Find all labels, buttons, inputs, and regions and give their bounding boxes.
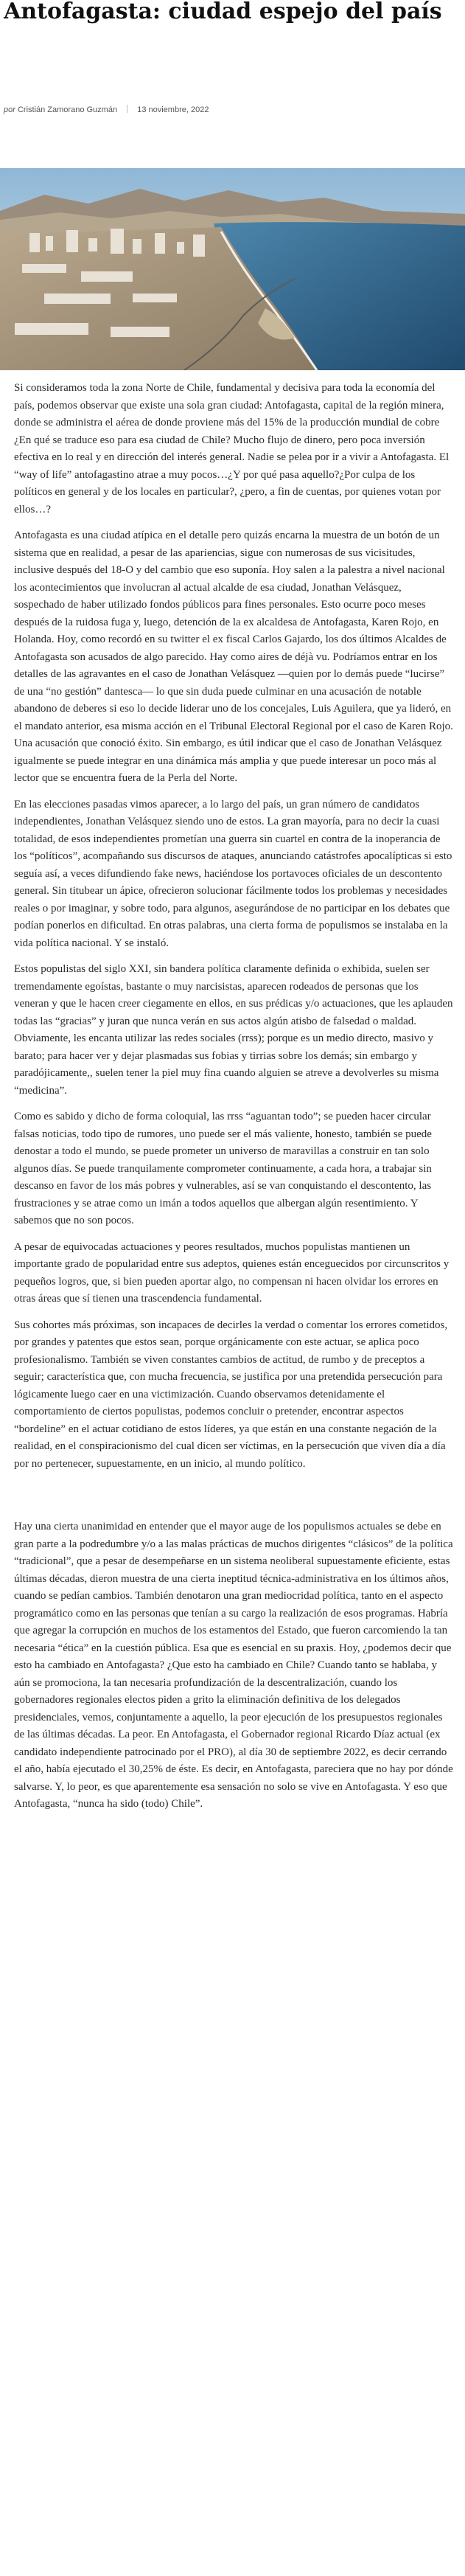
article-paragraph: En las elecciones pasadas vimos aparecer, a lo largo del país, un gran número de candidatos independientes, Jonathan Velásquez siendo uno de estos. La gran mayoría, para no decir la cuasi totalidad, de esos independientes prometían una guerra sin cuartel en contra de la inoperancia de los “políticos”, acompañando sus discursos de ataques, anunciando catástrofes apocalípticas si esto seguía así, a veces difundiendo fake news, haciéndose los portavoces oficiales de un descontento general. Sin titubear un ápice, ofrecieron solucionar fácilmente todos los problemas y necesidades reales o por imaginar, y sobre todo, para algunos, asegurándose de no participar en los debates que podían ponerlos en dificultad. En otras palabras, una cierta forma de populismos se instalaba en la vida política nacional. Y se instaló.	[14, 798, 452, 949]
hero-image	[0, 168, 465, 370]
article-paragraph: Antofagasta es una ciudad atípica en el detalle pero quizás encarna la muestra de un botón de un sistema que en realidad, a pesar de las apariencias, sigue con numerosas de sus vicisitudes, inclusive después del 18-O y del cambio que eso suponía. Hoy salen a la palestra a nivel nacional los acontecimientos que involucran al actual alcalde de esa ciudad, Jonathan Velásquez, sospechado de haber utilizado fondos públicos para fines personales. Esto ocurre poco meses después de la ruidosa fuga y, luego, detención de la ex alcaldesa de Antofagasta, Karen Rojo, en Holanda. Hoy, como recordó en su twitter el ex fiscal Carlos Gajardo, los dos últimos Alcaldes de Antofagasta son acusados de algo parecido. Hay como aires de déjà vu. Podríamos entrar en los detalles de las agravantes en el caso de Jonathan Velásquez —quien por lo demás puede “lucirse” de una “no gestión” dantesca— lo que sin duda puede culminar en una acusación de notable abandono de deberes si eso lo decide liderar uno de los concejales, Luis Aguilera, que ya lideró, en el mandato anterior, esa misma acción en el Tribunal Electoral Regional por el caso de Karen Rojo. Una acusación que conoció éxito. Sin embargo, es útil indicar que el caso de Jonathan Velásquez igualmente se puede integrar en una dinámica más amplia y que puede interesar un poco más al lector que se encuentra fuera de la Perla del Norte.	[14, 530, 453, 784]
article-title: Antofagasta: ciudad espejo del país	[4, 0, 442, 24]
author-name[interactable]: Cristián Zamorano Guzmán	[17, 105, 118, 114]
article-paragraph: Estos populistas del siglo XXI, sin bandera política claramente definida o exhibida, suelen ser tremendamente egoístas, bastante o muy narcisistas, aparecen rodeados de personas que los veneran y que le hacen creer ciegamente en ellos, en sus prédicas y/o actuaciones, que les aplauden todas las “gracias” y juran que nunca verán en sus actos algún atisbo de falsedad o maldad. Obviamente, les encanta utilizar las redes sociales (rrss); porque es un medio directo, masivo y barato; para hacer ver y dejar plasmadas sus fobias y tirrias sobre los demás; sin embargo y paradójicamente,, suelen tener la piel muy fina cuando alguien se atreve a devolverles su misma “medicina”.	[14, 963, 453, 1097]
byline-prefix: por	[4, 105, 15, 114]
article-paragraph: Hay una cierta unanimidad en entender que el mayor auge de los populismos actuales se debe en gran parte a la podredumbre y/o a las malas prácticas de muchos dirigentes “clásicos” de la política “tradicional”, que a pesar de desempeñarse en un sistema neoliberal supuestamente eficiente, estas últimas décadas, dieron muestra de una cierta ineptitud técnica-administrativa en los últimos años, cuando se pedían cambios. También denotaron una gran mediocridad política, tanto en el aspecto programático como en las personas que tenían a su cargo la realización de esos programas. Habría que agregar la corrupción en muchos de los estamentos del Estado, que fueron carcomiendo la tan necesaria “ética” en la cuestión pública. Esa que es esencial en su praxis. Hoy, ¿podemos decir que esto ha cambiado en Antofagasta? ¿Que esto ha cambiado en Chile? Cuando tanto se hablaba, y aún se promociona, la tan necesaria profundización de la descentralización, cuando los gobernadores regionales electos piden a grito la eliminación definitiva de los delegados presidenciales, vemos, conjuntamente a aquello, la peor ejecución de los presupuestos regionales de las últimas décadas. La peor. En Antofagasta, el Gobernador regional Ricardo Díaz actual (ex candidato independiente patrocinado por el PRO), al día 30 de septiembre 2022, es decir cerrando el año, había ejecutado el 30,25% de éste. Es decir, en Antofagasta, pareciera que no hay por dónde salvarse. Y, lo peor, es que aparentemente esa sensación no solo se vive en Antofagasta. Y eso que Antofagasta, “nunca ha sido (todo) Chile”.	[14, 1521, 453, 1810]
article-meta	[4, 105, 209, 114]
article-paragraph: Si consideramos toda la zona Norte de Chile, fundamental y decisiva para toda la economía del país, podemos observar que existe una sola gran ciudad: Antofagasta, capital de la región minera, donde se administra el aérea de donde proviene más del 15% de la producción mundial de cobre ¿En qué se traduce eso para esa ciudad de Chile? Mucho flujo de dinero, pero poca inversión efectiva en lo real y en dirección del interés general. Nadie se pelea por ir a vivir a Antofagasta. El “way of life” antofagastino atrae a muy pocos…¿Y por qué pasa aquello?¿Por culpa de los políticos en general y de los locales en particular?, ¿pero, a fin de cuentas, por quienes votan por ellos…?	[14, 382, 450, 515]
publish-date: 13 noviembre, 2022	[137, 105, 209, 114]
article-paragraph: Sus cohortes más próximas, son incapaces de decirles la verdad o comentar los errores cometidos, por grandes y patentes que estos sean, porque orgánicamente con este actuar, se aplica poco profesionalismo. También se viven constantes cambios de actitud, de rumbo y de preceptos a seguir; característica que, con mucha frecuencia, se justifica por una pretendida persecución para lógicamente luego caer en una victimización. Cuando observamos detenidamente el comportamiento de ciertos populistas, podemos concluir o pretender, encontrar aspectos “bordeline” en el actuar cotidiano de estos líderes, ya que están en una constante negación de la realidad, en el conspiracionismo del cual dicen ser víctimas, en la persecución que viven día a día por no pertenecer, supuestamente, en un inicio, al mundo político.	[14, 1319, 448, 1470]
article-body	[14, 380, 455, 1822]
article-paragraph: A pesar de equivocadas actuaciones y peores resultados, muchos populistas mantienen un importante grado de popularidad entre sus adeptos, quienes están enceguecidos por circunscritos y pequeños logros, que, si bien pueden aportar algo, no compensan ni hacen olvidar los errores en otras áreas que sí tienen una trascendencia fundamental.	[14, 1240, 450, 1305]
article-paragraph: Como es sabido y dicho de forma coloquial, las rrss “aguantan todo”; se pueden hacer circular falsas noticias, todo tipo de rumores, uno puede ser el más valiente, honesto, también se puede denostar a todo el mundo, se puede prometer un universo de maravillas a construir en tan solo algunos días. Se puede tranquilamente comprometer continuamente, a cada hora, a trabajar sin descanso en favor de los más pobres y vulnerables, así se van conquistando el descontento, las frustraciones y se atrae como un imán a todos aquellos que albergan algún resentimiento. Y sabemos que no son pocos.	[14, 1111, 432, 1226]
